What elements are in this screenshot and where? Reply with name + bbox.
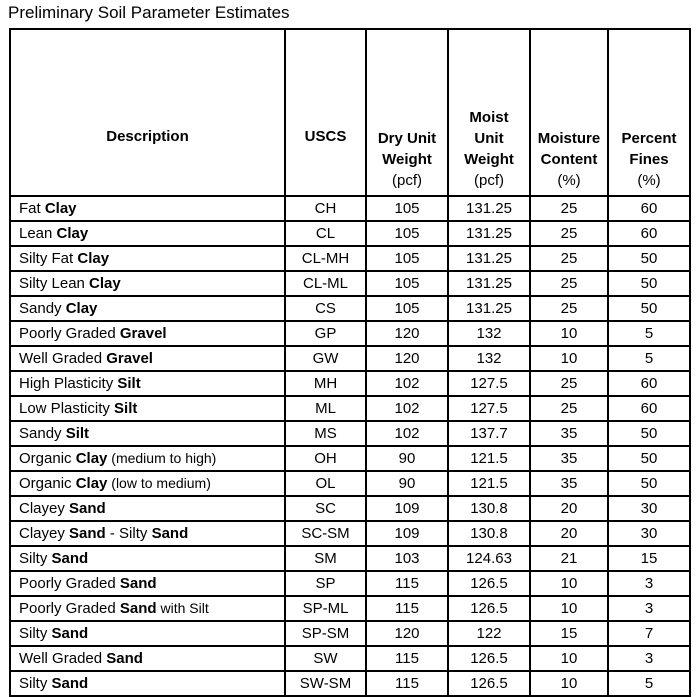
cell-moisture-content: 10	[530, 671, 608, 696]
cell-percent-fines: 3	[608, 571, 690, 596]
cell-moist-unit-weight: 126.5	[448, 646, 530, 671]
cell-moist-unit-weight: 131.25	[448, 271, 530, 296]
cell-dry-unit-weight: 120	[366, 321, 448, 346]
description-note: (medium to high)	[107, 450, 217, 466]
header-fines-line2: Fines	[629, 151, 669, 168]
cell-dry-unit-weight: 115	[366, 571, 448, 596]
cell-description	[10, 446, 285, 471]
cell-moist-unit-weight: 130.8	[448, 496, 530, 521]
cell-dry-unit-weight: 115	[366, 646, 448, 671]
cell-moist-unit-weight: 131.25	[448, 221, 530, 246]
cell-moisture-content: 25	[530, 271, 608, 296]
table-row	[10, 196, 690, 221]
cell-moist-unit-weight: 127.5	[448, 396, 530, 421]
description-bold: Clay	[65, 300, 98, 317]
cell-percent-fines: 50	[608, 471, 690, 496]
description-bold: Clay	[75, 475, 108, 492]
table-row	[10, 546, 690, 571]
cell-description	[10, 271, 285, 296]
description-text: Poorly Graded	[19, 325, 120, 342]
description-text: Well Graded	[19, 650, 107, 667]
cell-description	[10, 471, 285, 496]
cell-moist-unit-weight: 126.5	[448, 571, 530, 596]
cell-percent-fines: 5	[608, 671, 690, 696]
description-text: Silty	[19, 550, 52, 567]
header-description: Description	[10, 29, 285, 196]
cell-description	[10, 496, 285, 521]
cell-moist-unit-weight: 132	[448, 346, 530, 371]
cell-dry-unit-weight: 103	[366, 546, 448, 571]
cell-moist-unit-weight: 122	[448, 621, 530, 646]
description-bold: Sand	[69, 500, 106, 517]
table-row	[10, 571, 690, 596]
cell-uscs: CL-ML	[285, 271, 366, 296]
table-row	[10, 521, 690, 546]
cell-description	[10, 571, 285, 596]
cell-uscs: SC-SM	[285, 521, 366, 546]
cell-description	[10, 221, 285, 246]
cell-moisture-content: 35	[530, 421, 608, 446]
cell-uscs: CH	[285, 196, 366, 221]
cell-dry-unit-weight: 109	[366, 496, 448, 521]
header-row	[10, 29, 690, 196]
cell-moist-unit-weight: 126.5	[448, 671, 530, 696]
cell-moisture-content: 35	[530, 471, 608, 496]
description-text: Well Graded	[19, 350, 107, 367]
cell-description	[10, 546, 285, 571]
description-text: Clayey	[19, 500, 70, 517]
table-row	[10, 671, 690, 696]
table-row	[10, 246, 690, 271]
cell-description	[10, 396, 285, 421]
cell-uscs: CL-MH	[285, 246, 366, 271]
table-row	[10, 346, 690, 371]
cell-moist-unit-weight: 126.5	[448, 596, 530, 621]
cell-dry-unit-weight: 90	[366, 446, 448, 471]
cell-dry-unit-weight: 105	[366, 221, 448, 246]
header-dry-line1: Dry Unit	[377, 130, 437, 147]
cell-dry-unit-weight: 115	[366, 671, 448, 696]
cell-moisture-content: 25	[530, 371, 608, 396]
description-text: Sandy	[19, 425, 66, 442]
description-bold: Sand	[51, 625, 89, 642]
description-text: High Plasticity	[19, 375, 118, 392]
cell-moisture-content: 35	[530, 446, 608, 471]
cell-percent-fines: 60	[608, 396, 690, 421]
cell-percent-fines: 60	[608, 196, 690, 221]
cell-percent-fines: 50	[608, 271, 690, 296]
cell-description	[10, 346, 285, 371]
description-text: Poorly Graded	[19, 575, 120, 592]
header-dry-unit: (pcf)	[392, 172, 422, 189]
cell-percent-fines: 5	[608, 321, 690, 346]
soil-parameter-table	[9, 28, 691, 697]
description-bold: Gravel	[106, 350, 153, 367]
header-dry-unit-weight	[366, 29, 448, 196]
cell-uscs: SP-ML	[285, 596, 366, 621]
description-bold: Sand	[51, 550, 89, 567]
cell-moist-unit-weight: 131.25	[448, 196, 530, 221]
cell-dry-unit-weight: 115	[366, 596, 448, 621]
cell-uscs: SW	[285, 646, 366, 671]
description-bold: Sand	[119, 600, 157, 617]
cell-uscs: OH	[285, 446, 366, 471]
cell-dry-unit-weight: 120	[366, 346, 448, 371]
cell-moist-unit-weight: 131.25	[448, 246, 530, 271]
cell-moist-unit-weight: 121.5	[448, 446, 530, 471]
table-row	[10, 296, 690, 321]
description-text: Silty Fat	[19, 250, 78, 267]
description-text: - Silty	[105, 525, 152, 542]
cell-uscs: MH	[285, 371, 366, 396]
description-text: Organic	[19, 475, 76, 492]
cell-percent-fines: 60	[608, 371, 690, 396]
cell-uscs: CL	[285, 221, 366, 246]
header-moisture-line1: Moisture	[537, 130, 601, 147]
cell-moist-unit-weight: 132	[448, 321, 530, 346]
table-row	[10, 271, 690, 296]
description-bold: Clay	[89, 275, 121, 292]
cell-moisture-content: 10	[530, 346, 608, 371]
description-bold: Silt	[114, 400, 138, 417]
cell-moisture-content: 15	[530, 621, 608, 646]
header-moisture-unit: (%)	[557, 172, 581, 189]
description-bold: Clay	[75, 450, 108, 467]
header-fines-line1: Percent	[621, 130, 677, 147]
description-bold: Silt	[117, 375, 141, 392]
description-bold: Sand	[119, 575, 157, 592]
cell-dry-unit-weight: 90	[366, 471, 448, 496]
cell-description	[10, 296, 285, 321]
header-moist-unit-weight	[448, 29, 530, 196]
cell-description	[10, 421, 285, 446]
header-fines-unit: (%)	[637, 172, 661, 189]
cell-moisture-content: 20	[530, 521, 608, 546]
table-row	[10, 596, 690, 621]
cell-dry-unit-weight: 105	[366, 296, 448, 321]
cell-description	[10, 371, 285, 396]
cell-moisture-content: 25	[530, 296, 608, 321]
cell-percent-fines: 50	[608, 421, 690, 446]
cell-moisture-content: 25	[530, 221, 608, 246]
cell-uscs: ML	[285, 396, 366, 421]
description-text: Lean	[19, 225, 57, 242]
cell-description	[10, 646, 285, 671]
description-bold: Silt	[65, 425, 90, 442]
cell-percent-fines: 3	[608, 596, 690, 621]
table-row	[10, 496, 690, 521]
table-row	[10, 321, 690, 346]
cell-moisture-content: 25	[530, 246, 608, 271]
cell-moist-unit-weight: 130.8	[448, 521, 530, 546]
cell-uscs: SC	[285, 496, 366, 521]
cell-percent-fines: 7	[608, 621, 690, 646]
cell-moist-unit-weight: 127.5	[448, 371, 530, 396]
header-moisture-content	[530, 29, 608, 196]
cell-uscs: OL	[285, 471, 366, 496]
cell-moist-unit-weight: 131.25	[448, 296, 530, 321]
cell-uscs: SP	[285, 571, 366, 596]
cell-moist-unit-weight: 124.63	[448, 546, 530, 571]
description-text: Silty	[19, 675, 52, 692]
cell-moisture-content: 10	[530, 596, 608, 621]
description-note: (low to medium)	[107, 475, 211, 491]
cell-description	[10, 596, 285, 621]
description-text: Organic	[19, 450, 76, 467]
table-title: Preliminary Soil Parameter Estimates	[8, 3, 290, 22]
cell-uscs: SW-SM	[285, 671, 366, 696]
cell-dry-unit-weight: 102	[366, 396, 448, 421]
cell-percent-fines: 50	[608, 296, 690, 321]
cell-percent-fines: 60	[608, 221, 690, 246]
description-text: Silty	[19, 625, 52, 642]
cell-description	[10, 196, 285, 221]
table-row	[10, 396, 690, 421]
description-text: Low Plasticity	[19, 400, 115, 417]
cell-uscs: MS	[285, 421, 366, 446]
cell-dry-unit-weight: 102	[366, 421, 448, 446]
description-bold: Sand	[51, 675, 89, 692]
cell-dry-unit-weight: 105	[366, 246, 448, 271]
header-moisture-line2: Content	[540, 151, 598, 168]
cell-percent-fines: 30	[608, 496, 690, 521]
header-dry-line2: Weight	[382, 151, 432, 168]
header-moist-line3: Weight	[464, 151, 514, 168]
cell-dry-unit-weight: 102	[366, 371, 448, 396]
description-text: Fat	[19, 200, 45, 217]
cell-moisture-content: 21	[530, 546, 608, 571]
table-row	[10, 446, 690, 471]
cell-dry-unit-weight: 109	[366, 521, 448, 546]
table-row	[10, 646, 690, 671]
cell-percent-fines: 50	[608, 446, 690, 471]
cell-percent-fines: 15	[608, 546, 690, 571]
description-note: with Silt	[156, 600, 209, 616]
table-row	[10, 471, 690, 496]
table-row	[10, 371, 690, 396]
description-bold: Sand	[151, 525, 189, 542]
cell-description	[10, 246, 285, 271]
cell-description	[10, 621, 285, 646]
header-percent-fines	[608, 29, 690, 196]
description-bold: Sand	[69, 525, 106, 542]
cell-moisture-content: 10	[530, 321, 608, 346]
description-bold: Clay	[44, 200, 77, 217]
description-bold: Clay	[56, 225, 89, 242]
cell-dry-unit-weight: 105	[366, 196, 448, 221]
table-row	[10, 621, 690, 646]
description-text: Clayey	[19, 525, 70, 542]
cell-moisture-content: 25	[530, 196, 608, 221]
description-text: Silty Lean	[19, 275, 90, 292]
cell-moisture-content: 20	[530, 496, 608, 521]
cell-moisture-content: 10	[530, 646, 608, 671]
header-moist-unit: (pcf)	[474, 172, 504, 189]
cell-uscs: GW	[285, 346, 366, 371]
cell-moist-unit-weight: 121.5	[448, 471, 530, 496]
cell-moisture-content: 10	[530, 571, 608, 596]
description-bold: Gravel	[119, 325, 167, 342]
cell-description	[10, 671, 285, 696]
cell-percent-fines: 30	[608, 521, 690, 546]
cell-dry-unit-weight: 120	[366, 621, 448, 646]
cell-percent-fines: 5	[608, 346, 690, 371]
table-body	[10, 196, 690, 696]
cell-uscs: SP-SM	[285, 621, 366, 646]
header-moist-line2: Unit	[474, 130, 504, 147]
cell-uscs: CS	[285, 296, 366, 321]
cell-moist-unit-weight: 137.7	[448, 421, 530, 446]
description-text: Poorly Graded	[19, 600, 120, 617]
cell-description	[10, 321, 285, 346]
cell-description	[10, 521, 285, 546]
description-bold: Sand	[106, 650, 143, 667]
cell-dry-unit-weight: 105	[366, 271, 448, 296]
cell-percent-fines: 3	[608, 646, 690, 671]
cell-uscs: GP	[285, 321, 366, 346]
description-text: Sandy	[19, 300, 66, 317]
cell-percent-fines: 50	[608, 246, 690, 271]
cell-moisture-content: 25	[530, 396, 608, 421]
header-uscs: USCS	[285, 29, 366, 196]
header-moist-line1: Moist	[469, 109, 509, 126]
cell-uscs: SM	[285, 546, 366, 571]
description-bold: Clay	[77, 250, 110, 267]
table-row	[10, 221, 690, 246]
table-row	[10, 421, 690, 446]
